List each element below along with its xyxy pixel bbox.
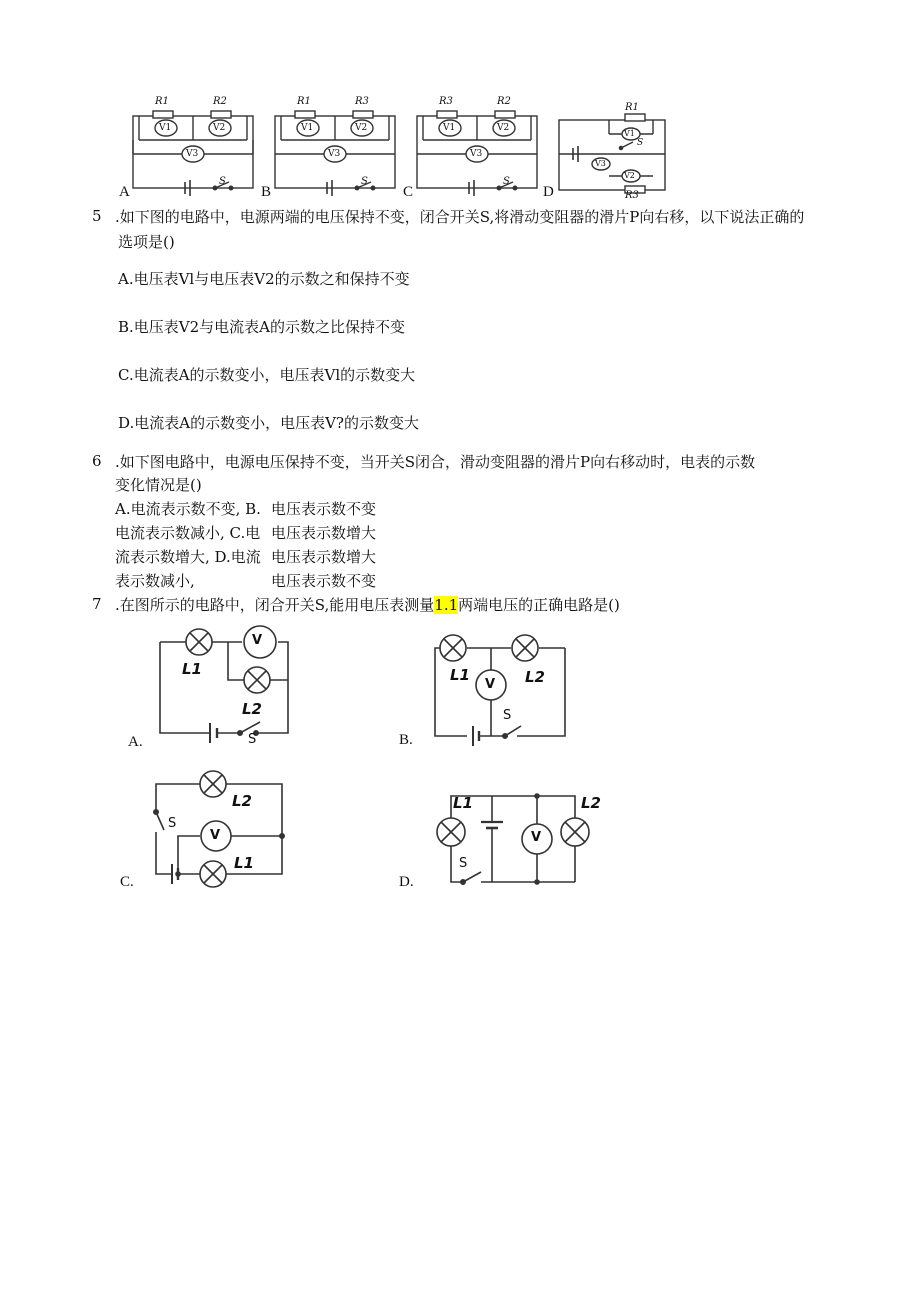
fig-a-switch-label: S (219, 176, 226, 187)
q5-option-b: B.电压表V2与电流表A的示数之比保持不变 (118, 318, 406, 336)
q6-right-line3: 电压表示数增大 (271, 548, 377, 566)
q7b-lamp1-label: L1 (450, 666, 470, 684)
fig-d-v-mid-label: V3 (595, 159, 606, 168)
fig-d-v-top-label: V1 (624, 129, 635, 138)
fig-a-v-right-label: V2 (213, 123, 226, 133)
q7c-switch-label: S (168, 816, 177, 831)
q6-left-line4: 表示数减小, (115, 572, 195, 590)
q5-stem-line1: .如下图的电路中，电源两端的电压保持不变，闭合开关S,将滑动变阻器的滑片P向右移，以下说法正确的 (115, 208, 805, 226)
fig-c-v-bottom-label: V3 (470, 149, 483, 159)
top-figures (115, 96, 675, 202)
q5-stem-line2: 选项是() (118, 233, 175, 251)
q6-left-line1: A.电流表示数不变, B. (115, 500, 261, 518)
q7-figure-a (120, 622, 310, 752)
fig-d-r-top-label: R1 (625, 102, 639, 113)
q7d-lamp1-label: L1 (453, 794, 473, 812)
q6-stem-line1: .如下图电路中，电源电压保持不变，当开关S闭合，滑动变阻器的滑片P向右移动时，电表的示数 (115, 453, 756, 471)
q5-number: 5 (92, 207, 102, 225)
q6-left-line2: 电流表示数减小, C.电 (115, 524, 261, 542)
q7c-meter-label: V (210, 828, 221, 843)
q7-figure-d (395, 784, 610, 894)
q6-right-line4: 电压表示数不变 (271, 572, 377, 590)
q6-stem-line2: 变化情况是() (115, 476, 202, 494)
q7a-lamp2-label: L2 (242, 700, 262, 718)
q7a-option-label: A. (128, 734, 143, 750)
fig-b-switch-label: S (361, 176, 368, 187)
fig-c-v-right-label: V2 (497, 123, 510, 133)
q7a-switch-label: S (248, 732, 257, 747)
fig-b-v-right-label: V2 (355, 123, 368, 133)
fig-c-r-left-label: R3 (439, 96, 453, 107)
fig-a-v-bottom-label: V3 (186, 149, 199, 159)
fig-b-r-right-label: R3 (355, 96, 369, 107)
q7a-lamp1-label: L1 (182, 660, 202, 678)
q7c-lamp1-label: L1 (234, 854, 254, 872)
q7-stem (115, 595, 620, 615)
q7b-lamp2-label: L2 (525, 668, 545, 686)
fig-b-r-left-label: R1 (297, 96, 311, 107)
q7-stem-after: 两端电压的正确电路是() (458, 596, 620, 614)
q7d-lamp2-label: L2 (581, 794, 601, 812)
q7a-meter-label: V (252, 633, 263, 648)
q6-right-line2: 电压表示数增大 (271, 524, 377, 542)
q5-option-c: C.电流表A的示数变小，电压表Vl的示数变大 (118, 366, 416, 384)
q5-option-d: D.电流表A的示数变小，电压表V?的示数变大 (118, 414, 419, 432)
fig-a-v-left-label: V1 (159, 123, 172, 133)
q5-option-a: A.电压表Vl与电压表V2的示数之和保持不变 (118, 270, 410, 288)
fig-option-a: A (119, 184, 130, 200)
q7b-meter-label: V (485, 677, 496, 692)
q7d-option-label: D. (399, 874, 414, 890)
q7-number: 7 (92, 595, 102, 613)
fig-a-r-left-label: R1 (155, 96, 169, 107)
q7-stem-before: .在图所示的电路中，闭合开关S,能用电压表测量 (115, 596, 435, 614)
fig-option-c: C (403, 184, 414, 200)
q7c-option-label: C. (120, 874, 134, 890)
q7c-lamp2-label: L2 (232, 792, 252, 810)
fig-d-v-bottom-label: V2 (624, 171, 635, 180)
q7b-switch-label: S (503, 708, 512, 723)
q7b-option-label: B. (399, 732, 413, 748)
figure-d (559, 114, 665, 193)
fig-c-v-left-label: V1 (443, 123, 456, 133)
q7-figure-b (395, 628, 575, 752)
fig-option-d: D (543, 184, 554, 200)
q7-figure-a-svg (120, 622, 310, 752)
q7d-switch-label: S (459, 856, 468, 871)
fig-d-switch-label: S (637, 138, 644, 148)
q7-figure-d-svg (395, 784, 610, 894)
fig-d-r-bottom-label: R3 (625, 190, 639, 201)
q6-right-line1: 电压表示数不变 (271, 500, 377, 518)
fig-option-b: B (261, 184, 272, 200)
fig-b-v-bottom-label: V3 (328, 149, 341, 159)
q6-number: 6 (92, 452, 102, 470)
fig-c-r-right-label: R2 (497, 96, 511, 107)
fig-a-r-right-label: R2 (213, 96, 227, 107)
top-figures-svg (115, 96, 675, 202)
q7d-meter-label: V (531, 830, 542, 845)
q7-figure-c (120, 762, 300, 894)
fig-b-v-left-label: V1 (301, 123, 314, 133)
q7-stem-highlight: 1.1 (434, 596, 459, 614)
q6-left-line3: 流表示数增大, D.电流 (115, 548, 261, 566)
fig-c-switch-label: S (503, 176, 510, 187)
